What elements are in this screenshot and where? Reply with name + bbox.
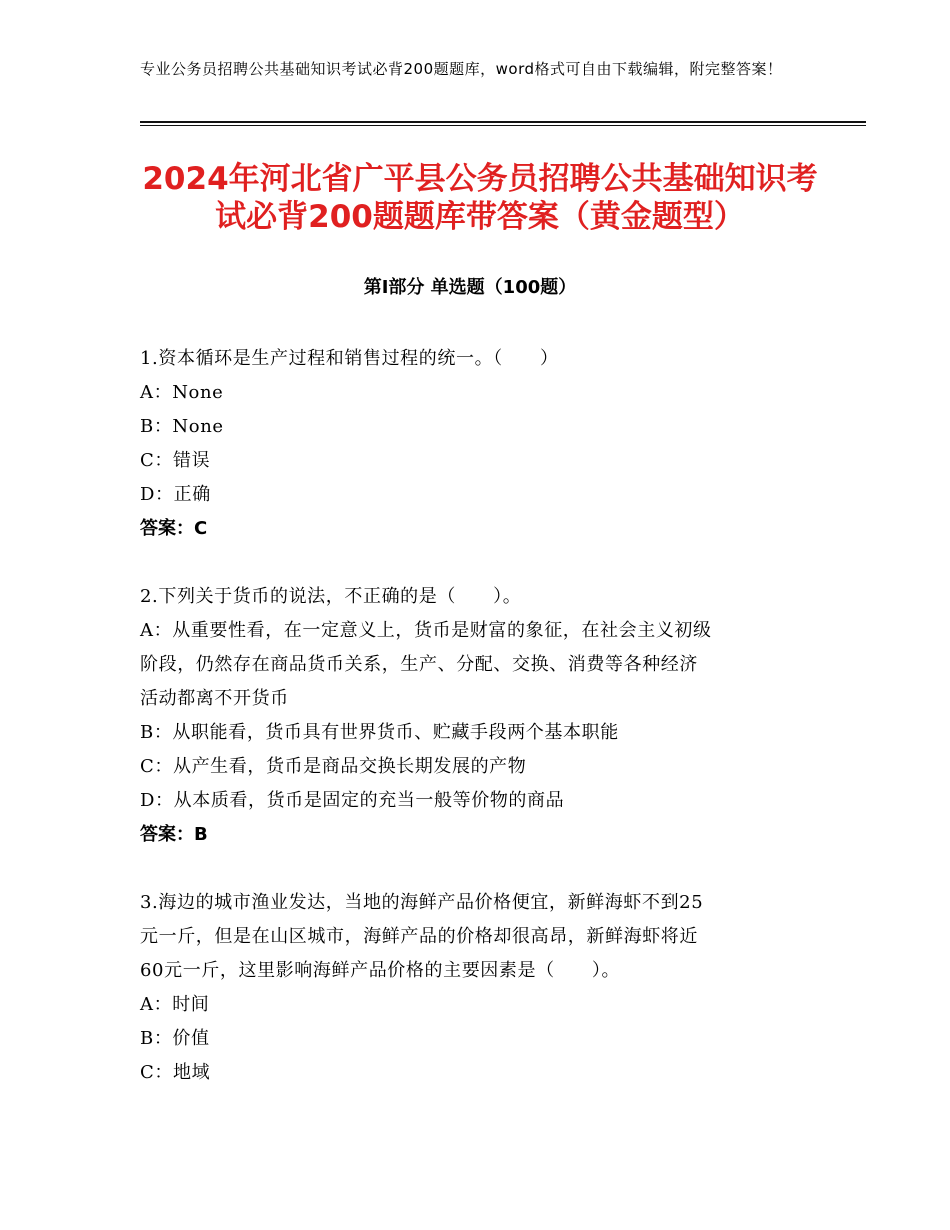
option-a: A：None (140, 382, 224, 403)
question-stem: 1.资本循环是生产过程和销售过程的统一。（ ） (140, 348, 559, 369)
question-list (140, 342, 805, 1124)
answer-label: 答案：B (140, 824, 208, 845)
question-stem: 3.海边的城市渔业发达，当地的海鲜产品价格便宜，新鲜海虾不到25 (140, 892, 704, 913)
option-c: C：从产生看，货币是商品交换长期发展的产物 (140, 756, 527, 777)
question-stem-continued: 元一斤，但是在山区城市，海鲜产品的价格却很高昂，新鲜海虾将近 (140, 926, 698, 947)
option-a-continued: 活动都离不开货币 (140, 688, 289, 709)
option-b: B：价值 (140, 1028, 210, 1049)
question-3 (140, 886, 805, 1090)
question-2 (140, 580, 805, 852)
option-d: D：正确 (140, 484, 211, 505)
question-stem-continued: 60元一斤，这里影响海鲜产品价格的主要因素是（ ）。 (140, 960, 621, 981)
option-a-continued: 阶段，仍然存在商品货币关系，生产、分配、交换、消费等各种经济 (140, 654, 698, 675)
section-heading: 第I部分 单选题（100题） (363, 277, 577, 298)
header-rule-thick (140, 121, 866, 123)
option-a: A：从重要性看，在一定意义上，货币是财富的象征，在社会主义初级 (140, 620, 712, 641)
header-rule-thin (140, 125, 866, 126)
document-title: 2024年河北省广平县公务员招聘公共基础知识考试必背200题题库带答案（黄金题型） (142, 161, 818, 235)
option-c: C：错误 (140, 450, 211, 471)
header-note: 专业公务员招聘公共基础知识考试必背200题题库，word格式可自由下载编辑，附完整答案！ (140, 60, 783, 78)
answer-label: 答案：C (140, 518, 208, 539)
question-1 (140, 342, 805, 546)
option-c: C：地域 (140, 1062, 211, 1083)
option-d: D：从本质看，货币是固定的充当一般等价物的商品 (140, 790, 565, 811)
option-a: A：时间 (140, 994, 210, 1015)
question-stem: 2.下列关于货币的说法，不正确的是（ ）。 (140, 586, 522, 607)
option-b: B：从职能看，货币具有世界货币、贮藏手段两个基本职能 (140, 722, 619, 743)
option-b: B：None (140, 416, 224, 437)
